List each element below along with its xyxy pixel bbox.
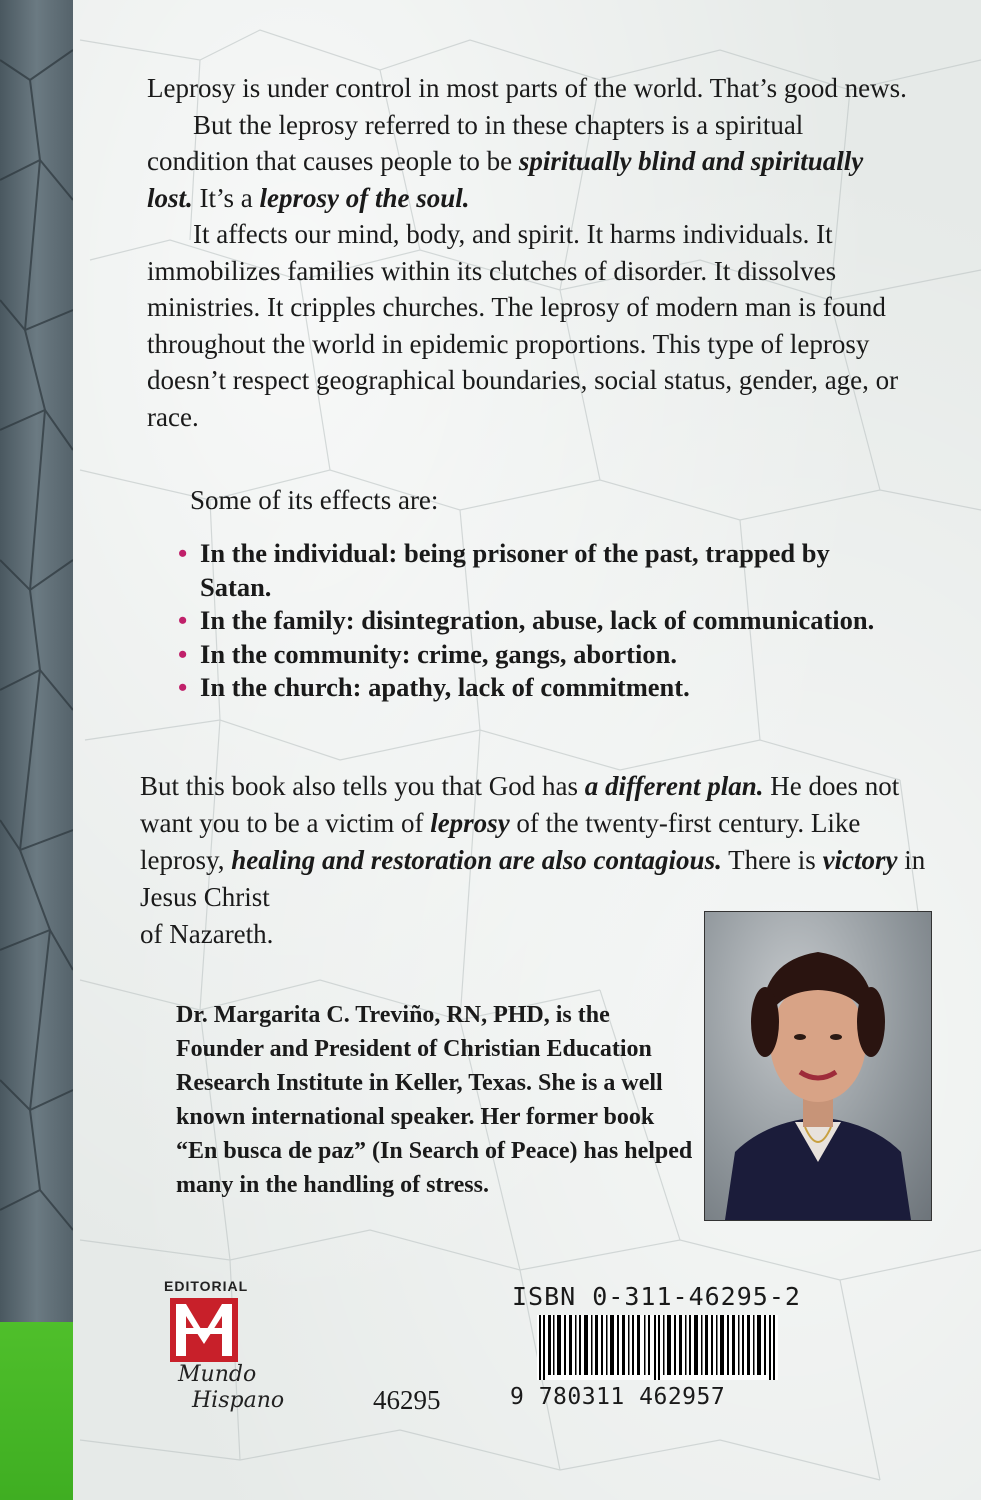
paragraph-3: It affects our mind, body, and spirit. It harms individuals. It immobilizes families within its clutches of disorder. It dissolves ministries. It cripples churches. The leprosy of modern man is found throughout the world in epidemic proportions. This type of leprosy doesn’t respect geographical boundaries, social status, gender, age, or race.: [147, 219, 899, 432]
bullet-icon: •: [178, 672, 188, 702]
publisher-editorial-label: EDITORIAL: [164, 1278, 249, 1294]
list-item: • In the individual: being prisoner of the past, trapped by Satan.: [178, 537, 878, 604]
barcode-digits: 9 780311 462957: [510, 1384, 726, 1410]
barcode-bars: [537, 1315, 778, 1380]
catalog-code: 46295: [373, 1385, 441, 1415]
author-bio: Dr. Margarita C. Treviño, RN, PHD, is the Founder and President of Christian Education Research Institute in Keller, Texas. She is a well known international speaker. Her former book “En busca de paz” (In Search of Peace) has helped many in the handling of stress.: [176, 1002, 693, 1198]
bullet-icon: •: [178, 605, 188, 635]
effects-intro: Some of its effects are:: [190, 485, 439, 515]
list-item: • In the community: crime, gangs, abortion.: [178, 638, 878, 672]
left-green-strip: [0, 1322, 73, 1500]
effects-list: [178, 537, 878, 705]
list-item: • In the family: disintegration, abuse, lack of communication.: [178, 604, 878, 638]
mh-monogram-icon: [166, 1294, 242, 1366]
publisher-hispano: Hispano: [192, 1388, 285, 1413]
body-text: [147, 70, 907, 435]
publisher-logo: [164, 1278, 314, 1428]
paragraph-1: Leprosy is under control in most parts of the world. That’s good news.: [147, 73, 907, 103]
bullet-icon: •: [178, 538, 188, 568]
author-portrait: [705, 912, 931, 1220]
paragraph-2: But the leprosy referred to in these chapters is a spiritual condition that causes people to be spiritually blind and spiritually lost. It’s a leprosy of the soul.: [147, 109, 864, 213]
bullet-icon: •: [178, 638, 188, 669]
list-item: • In the church: apathy, lack of commitment.: [178, 671, 878, 705]
dark-crack-texture: [0, 0, 73, 1322]
barcode: [537, 1315, 778, 1380]
left-dark-strip: [0, 0, 73, 1322]
isbn-number: ISBN 0-311-46295-2: [512, 1282, 801, 1311]
author-photo: [704, 911, 932, 1221]
paragraph-4: But this book also tells you that God has a different plan. He does not want you to be a victim of leprosy of the twenty-first century. Like leprosy, healing and restoration are also contagious. There is victory in Jesus Christ of Nazareth.: [140, 771, 926, 949]
publisher-mundo: Mundo: [178, 1362, 257, 1387]
